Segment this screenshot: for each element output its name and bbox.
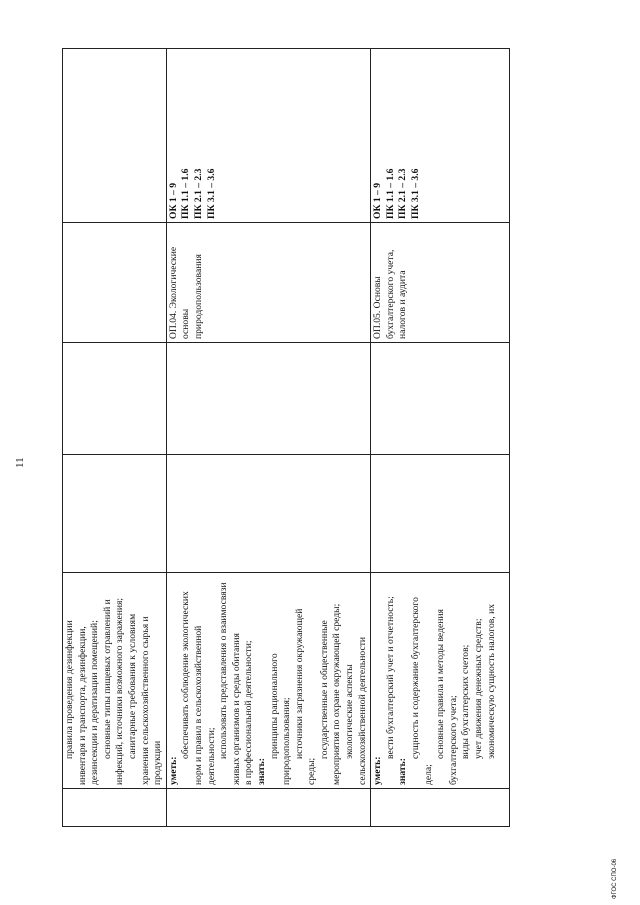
requirement-line: в профессиональной деятельности; bbox=[243, 640, 255, 785]
discipline-cell bbox=[371, 223, 510, 343]
competency-code: ПК 2.1 – 2.3 bbox=[192, 168, 204, 219]
table-row bbox=[166, 49, 371, 827]
requirement-line: природопользования; bbox=[281, 697, 293, 785]
footer-mark: ФГОС СПО-06 bbox=[612, 858, 618, 899]
competency-code: ПК 1.1 – 1.6 bbox=[384, 168, 396, 219]
curriculum-table bbox=[62, 48, 510, 827]
discipline-cell bbox=[63, 223, 167, 343]
requirement-line: уметь: bbox=[167, 756, 179, 785]
table-row bbox=[371, 49, 510, 827]
competency-code: ОК 1 – 9 bbox=[167, 182, 179, 219]
requirement-line: норм и правил в сельскохозяйственной bbox=[192, 625, 204, 785]
requirement-line: инфекций, источники возможного заражения; bbox=[114, 597, 126, 785]
requirements-cell bbox=[63, 573, 167, 789]
empty-cell bbox=[371, 343, 510, 455]
discipline-name: ОП.05. Основы бухгалтерского учета, налогов и аудита bbox=[372, 249, 409, 339]
page-number: 11 bbox=[14, 457, 26, 468]
requirement-line: санитарные требования к условиям bbox=[126, 613, 138, 759]
requirement-line: инвентаря и транспорта, дезинфекции, bbox=[76, 626, 88, 785]
requirement-line: бухгалтерского учета; bbox=[447, 695, 459, 785]
requirement-line: среды; bbox=[306, 757, 318, 785]
competency-code: ПК 3.1 – 3.6 bbox=[410, 168, 422, 219]
competency-code: ПК 3.1 – 3.6 bbox=[205, 168, 217, 219]
requirement-line: источники загрязнения окружающей bbox=[293, 608, 305, 759]
requirement-line: дела; bbox=[422, 764, 434, 785]
requirement-line: вести бухгалтерский учет и отчетность; bbox=[384, 596, 396, 759]
competencies-cell bbox=[371, 49, 510, 223]
requirement-line: государственные и общественные bbox=[318, 620, 330, 759]
empty-cell bbox=[166, 343, 371, 455]
requirement-line: деятельности; bbox=[205, 727, 217, 785]
discipline-cell bbox=[166, 223, 371, 343]
requirement-line: принципы рационального bbox=[268, 653, 280, 759]
competency-code: ПК 2.1 – 2.3 bbox=[397, 168, 409, 219]
requirement-line: экономическую сущность налогов, их bbox=[485, 603, 497, 759]
empty-cell bbox=[63, 789, 167, 827]
requirement-line: мероприятия по охране окружающей среды; bbox=[331, 603, 343, 785]
requirement-line: хранения сельскохозяйственного сырья и bbox=[139, 616, 151, 785]
requirement-line: знать: bbox=[397, 758, 409, 785]
requirements-cell bbox=[371, 573, 510, 789]
discipline-name: ОП.04. Экологические основы природопользования bbox=[167, 246, 204, 339]
requirement-line: живых организмов и среды обитания bbox=[230, 633, 242, 785]
requirement-line: правила проведения дезинфекции bbox=[64, 620, 75, 759]
empty-cell bbox=[166, 455, 371, 573]
table-body bbox=[63, 49, 510, 827]
requirement-line: обеспечивать соблюдение экологических bbox=[180, 591, 192, 759]
requirement-line: уметь: bbox=[372, 756, 384, 785]
requirements-cell bbox=[166, 573, 371, 789]
competencies-cell bbox=[63, 49, 167, 223]
competency-code: ПК 1.1 – 1.6 bbox=[180, 168, 192, 219]
empty-cell bbox=[371, 789, 510, 827]
requirement-line: использовать представления о взаимосвязи bbox=[218, 582, 230, 759]
requirement-line: виды бухгалтерских счетов; bbox=[460, 644, 472, 759]
requirement-line: сельскохозяйственной деятельности bbox=[356, 636, 368, 785]
requirement-line: учет движения денежных средств; bbox=[473, 618, 484, 759]
empty-cell bbox=[166, 789, 371, 827]
requirement-line: основные правила и методы ведения bbox=[435, 609, 447, 759]
requirement-line: сущность и содержание бухгалтерского bbox=[410, 597, 422, 759]
requirement-line: продукции bbox=[152, 740, 164, 785]
table-row bbox=[63, 49, 167, 827]
requirement-line: экологические аспекты bbox=[344, 664, 356, 759]
empty-cell bbox=[63, 343, 167, 455]
empty-cell bbox=[371, 455, 510, 573]
requirement-line: основные типы пищевых отравлений и bbox=[101, 599, 113, 759]
requirement-line: дезинсекции и дератизации помещений; bbox=[89, 620, 101, 785]
competency-code: ОК 1 – 9 bbox=[372, 182, 384, 219]
competencies-cell bbox=[166, 49, 371, 223]
requirement-line: знать: bbox=[255, 758, 267, 785]
empty-cell bbox=[63, 455, 167, 573]
